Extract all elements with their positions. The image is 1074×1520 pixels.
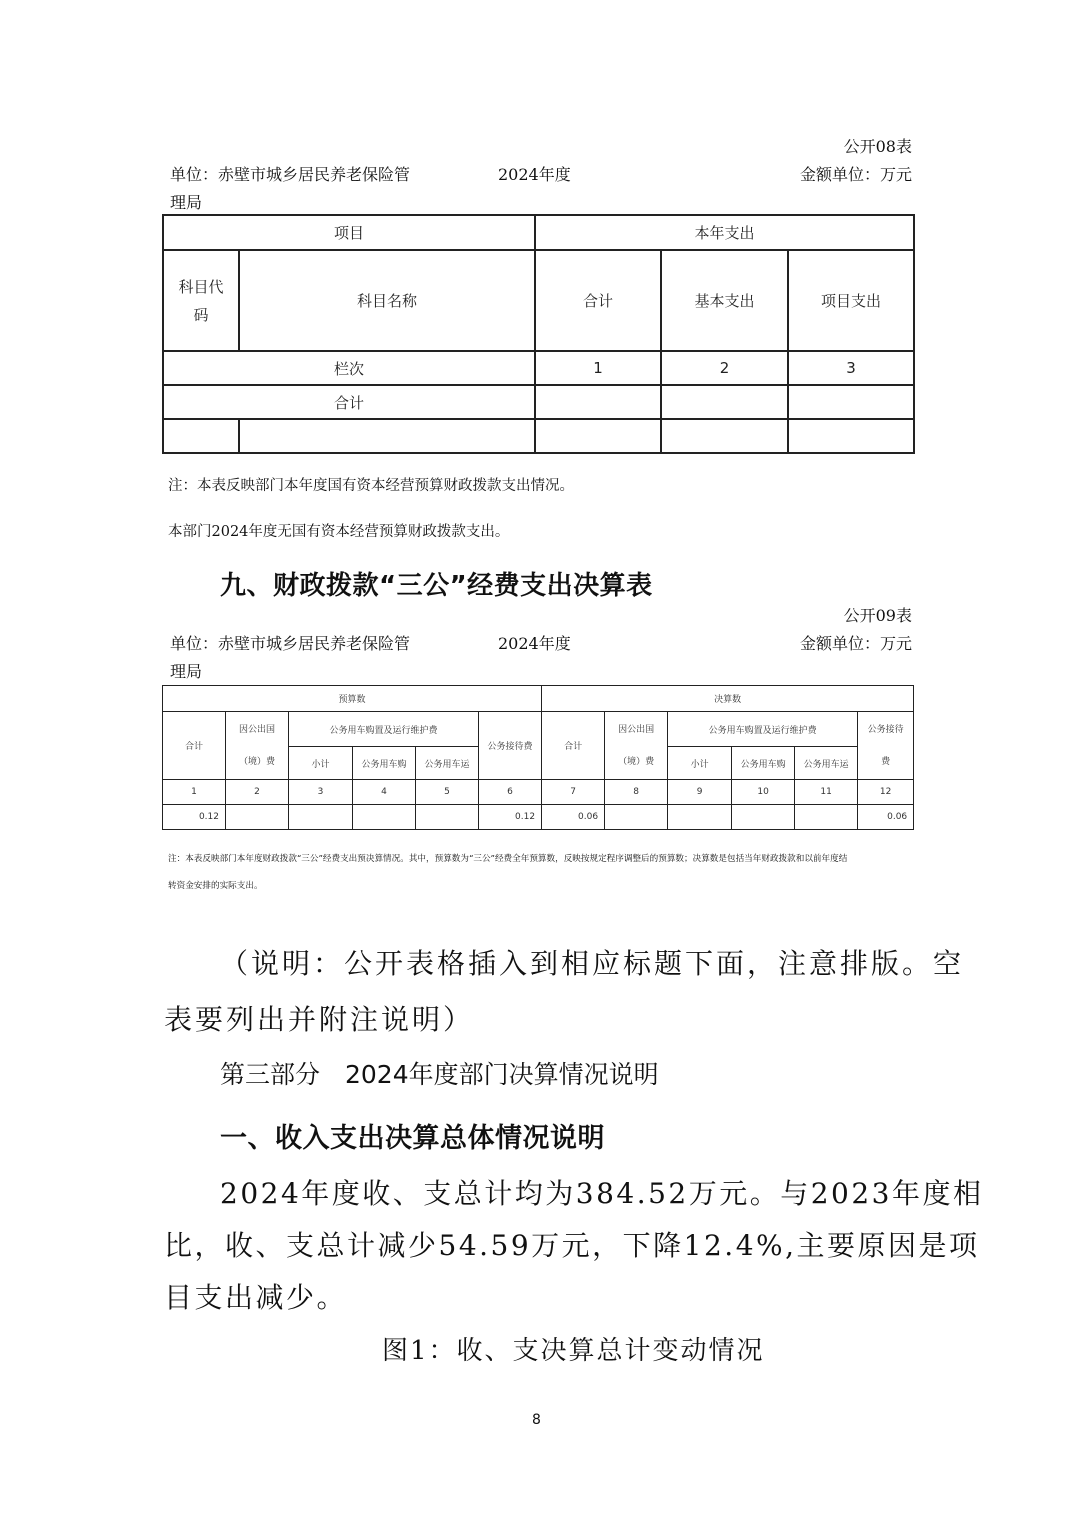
total-cell [788, 385, 914, 419]
table08-unit: 单位：赤壁市城乡居民养老保险管 [170, 165, 411, 184]
column-number: 8 [605, 780, 668, 805]
header-vehicle-purchase: 公务用车购 [353, 747, 416, 780]
header-vehicle-purchase: 公务用车购 [732, 747, 795, 780]
table09 [162, 685, 914, 830]
paragraph-line1: 2024年度收、支总计均为384.52万元。与2023年度相 [220, 1177, 984, 1210]
empty-cell [661, 419, 788, 453]
value-cell: 0.06 [542, 805, 605, 830]
column-number: 11 [795, 780, 858, 805]
table09-year: 2024年度 [498, 634, 571, 653]
instruction-line2: 表要列出并附注说明） [164, 1003, 475, 1036]
page-number: 8 [532, 1412, 541, 1428]
table08-year: 2024年度 [498, 165, 571, 184]
header-subtotal: 小计 [289, 747, 353, 780]
value-cell [668, 805, 732, 830]
value-cell [732, 805, 795, 830]
column-number: 3 [788, 351, 914, 385]
header-abroad [226, 712, 289, 780]
value-cell [289, 805, 353, 830]
column-number: 10 [732, 780, 795, 805]
table09-unit: 单位：赤壁市城乡居民养老保险管 [170, 634, 411, 653]
header-total: 合计 [163, 712, 226, 780]
header-current-expense: 本年支出 [535, 215, 914, 250]
table08 [162, 214, 915, 454]
group-final: 决算数 [542, 686, 914, 712]
column-number: 5 [416, 780, 479, 805]
header-subject-name: 科目名称 [239, 250, 535, 351]
column-number: 1 [535, 351, 661, 385]
header-abroad [605, 712, 668, 780]
table08-amount-unit: 金额单位：万元 [799, 165, 912, 184]
header-total: 合计 [542, 712, 605, 780]
header-total: 合计 [535, 250, 661, 351]
column-number: 3 [289, 780, 353, 805]
header-reception-line2: 费 [881, 756, 891, 767]
header-subject-code: 科目代码 [163, 250, 239, 351]
header-vehicle-operation: 公务用车运 [416, 747, 479, 780]
header-abroad-line2: （境）费 [238, 756, 275, 767]
header-subtotal: 小计 [668, 747, 732, 780]
table09-unit-cont: 理局 [170, 662, 203, 681]
value-cell [605, 805, 668, 830]
value-cell [226, 805, 289, 830]
table09-amount-unit: 金额单位：万元 [799, 634, 912, 653]
table08-unit-cont: 理局 [170, 193, 203, 212]
part3-title: 第三部分 2024年度部门决算情况说明 [220, 1060, 659, 1089]
value-cell [353, 805, 416, 830]
table08-statement: 本部门2024年度无国有资本经营预算财政拨款支出。 [168, 524, 510, 540]
header-reception: 公务接待费 [479, 712, 542, 780]
total-cell [535, 385, 661, 419]
header-item: 项目 [163, 215, 535, 250]
header-project: 项目支出 [788, 250, 914, 351]
column-row-label: 栏次 [163, 351, 535, 385]
paragraph-line3: 目支出减少。 [164, 1281, 348, 1314]
total-row-label: 合计 [163, 385, 535, 419]
group-budget: 预算数 [163, 686, 542, 712]
value-cell: 0.12 [163, 805, 226, 830]
empty-cell [535, 419, 661, 453]
header-abroad-line2: （境）费 [618, 756, 655, 767]
column-number: 7 [542, 780, 605, 805]
section1-title: 一、收入支出决算总体情况说明 [220, 1123, 605, 1154]
instruction-line1: （说明：公开表格插入到相应标题下面，注意排版。空 [220, 947, 965, 980]
header-vehicle-operation: 公务用车运 [795, 747, 858, 780]
value-cell [795, 805, 858, 830]
header-reception [858, 712, 914, 780]
header-abroad-line1: 因公出国 [618, 724, 655, 735]
column-number: 6 [479, 780, 542, 805]
paragraph-line2: 比，收、支总计减少54.59万元，下降12.4%,主要原因是项 [164, 1229, 980, 1262]
value-cell: 0.06 [858, 805, 914, 830]
header-abroad-line1: 因公出国 [238, 724, 275, 735]
figure-caption: 图1：收、支决算总计变动情况 [382, 1336, 765, 1366]
header-reception-line1: 公务接待 [867, 724, 904, 735]
table09-note-line1: 注：本表反映部门本年度财政拨款“三公”经费支出预决算情况。其中，预算数为“三公”经费全年预算数，反映按规定程序调整后的预算数；决算数是包括当年财政拨款和以前年度结 [168, 854, 848, 864]
table08-note: 注：本表反映部门本年度国有资本经营预算财政拨款支出情况。 [168, 478, 574, 494]
column-number: 2 [661, 351, 788, 385]
empty-cell [239, 419, 535, 453]
column-number: 1 [163, 780, 226, 805]
header-basic: 基本支出 [661, 250, 788, 351]
table09-id: 公开09表 [843, 606, 912, 625]
header-vehicle: 公务用车购置及运行维护费 [668, 712, 858, 747]
value-cell: 0.12 [479, 805, 542, 830]
column-number: 9 [668, 780, 732, 805]
value-cell [416, 805, 479, 830]
section9-title: 九、财政拨款“三公”经费支出决算表 [220, 571, 653, 601]
header-vehicle: 公务用车购置及运行维护费 [289, 712, 479, 747]
column-number: 4 [353, 780, 416, 805]
total-cell [661, 385, 788, 419]
column-number: 2 [226, 780, 289, 805]
column-number: 12 [858, 780, 914, 805]
table09-note-line2: 转资金安排的实际支出。 [168, 881, 263, 891]
empty-cell [163, 419, 239, 453]
empty-cell [788, 419, 914, 453]
table08-id: 公开08表 [843, 137, 912, 156]
